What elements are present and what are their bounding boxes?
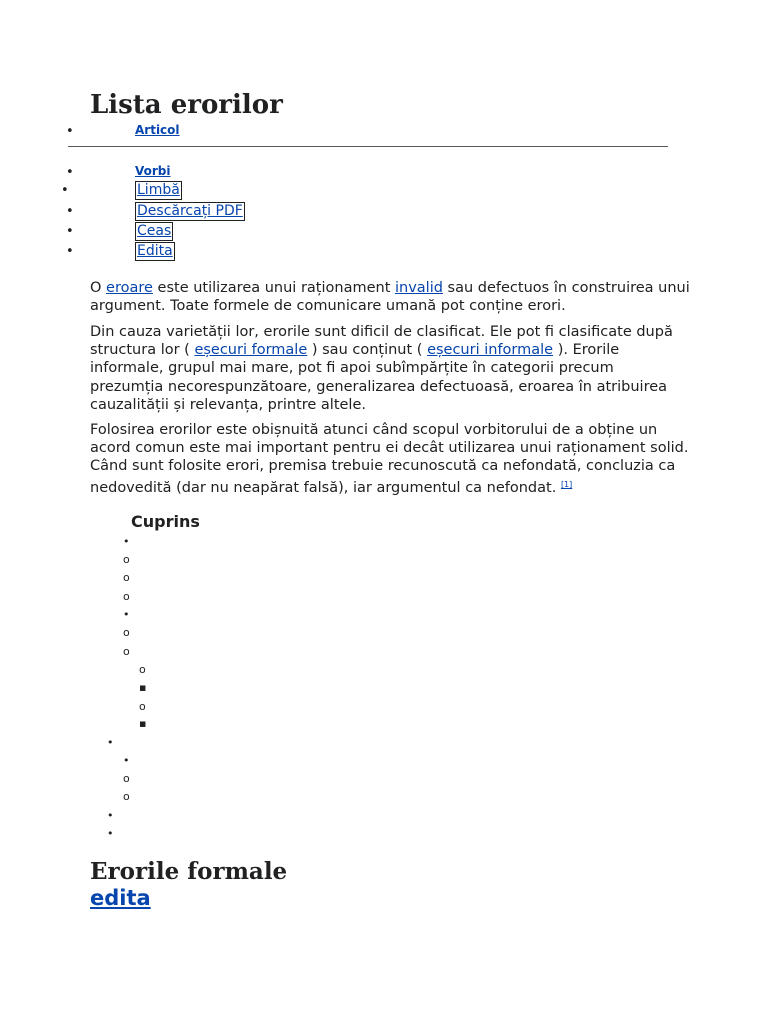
watch-link[interactable]: Ceas (137, 223, 172, 239)
toc-subitem-marker: o (123, 553, 130, 566)
tab-bullet: • (66, 124, 74, 139)
paragraph-text: O (90, 280, 107, 296)
toc-subitem-marker: o (123, 571, 130, 584)
toc-subitem-marker: o (139, 700, 146, 713)
toc-item-marker: • (123, 535, 130, 548)
edit-page-link[interactable]: Edita (137, 243, 173, 259)
toc-subitem-marker: o (139, 663, 146, 676)
page-title: Lista erorilor (90, 90, 283, 120)
paragraph-text: Folosirea erorilor este obișnuită atunci când scopul vorbitorului de a obține un acord comun este mai important pentru ei decât utilizarea unui raționament solid. Când sunt folosite erori, premisa trebuie recunoscută ca nefondată, concluzia ca nedovedită (dar nu neapărat falsă), iar argumentul ca nefondat. (90, 422, 689, 496)
toc-subitem-marker: o (123, 790, 130, 803)
toc-subitem-marker: o (123, 772, 130, 785)
toc-subsubitem-marker: ▪ (139, 717, 147, 730)
language-link[interactable]: Limbă (137, 182, 180, 198)
action-bullet: • (66, 204, 74, 219)
toc-subitem-marker: o (123, 626, 130, 639)
action-bullet: • (66, 244, 74, 259)
toc-item-marker: • (107, 827, 114, 840)
intro-paragraph-3 (90, 421, 690, 497)
toc-title: Cuprins (131, 512, 200, 531)
toc-subitem-marker: o (123, 645, 130, 658)
toc-item-marker: • (123, 608, 130, 621)
link-invalid[interactable]: invalid (394, 280, 443, 296)
download-pdf-link[interactable]: Descărcați PDF (137, 203, 243, 219)
intro-paragraph-1 (90, 279, 690, 315)
action-bullet: • (66, 224, 74, 239)
link-eroare[interactable]: eroare (106, 280, 153, 296)
paragraph-text: este utilizarea unui raționament (152, 280, 395, 296)
link-formal-fallacies[interactable]: eșecuri formale (194, 342, 308, 359)
link-informal-fallacies[interactable]: eșecuri informale (427, 342, 554, 359)
paragraph-text: ) sau conținut ( (307, 342, 428, 359)
toc-item-marker: • (107, 736, 114, 749)
action-bullet: • (61, 183, 69, 198)
tab-talk[interactable]: Vorbi (135, 164, 171, 178)
intro-paragraph-2 (90, 323, 690, 414)
paragraph-text: ). Erorile informale, grupul mai mare, pot fi apoi subîmpărțite în categorii precum prezumția necorespunzătoare, generalizarea defectuoasă, eroarea în atribuirea cauzalității și relevanța, printre altele. (90, 342, 668, 413)
tab-bullet: • (66, 165, 74, 180)
toc-item-marker: • (107, 809, 114, 822)
toc-subitem-marker: o (123, 590, 130, 603)
toc-subsubitem-marker: ▪ (139, 681, 147, 694)
tabs-divider (68, 146, 668, 147)
paragraph-text: sau defectuos în construirea unui argument. Toate formele de comunicare umană pot conține erori. (90, 280, 690, 315)
section-edit-link[interactable]: edita (90, 886, 151, 910)
section-heading: Erorile formale (90, 858, 288, 885)
paragraph-text: Din cauza varietății lor, erorile sunt dificil de clasificat. Ele pot fi clasificate după structura lor ( (90, 324, 673, 359)
reference-link[interactable]: [1] (560, 479, 573, 489)
tab-article[interactable]: Articol (135, 123, 180, 137)
toc-item-marker: • (123, 754, 130, 767)
